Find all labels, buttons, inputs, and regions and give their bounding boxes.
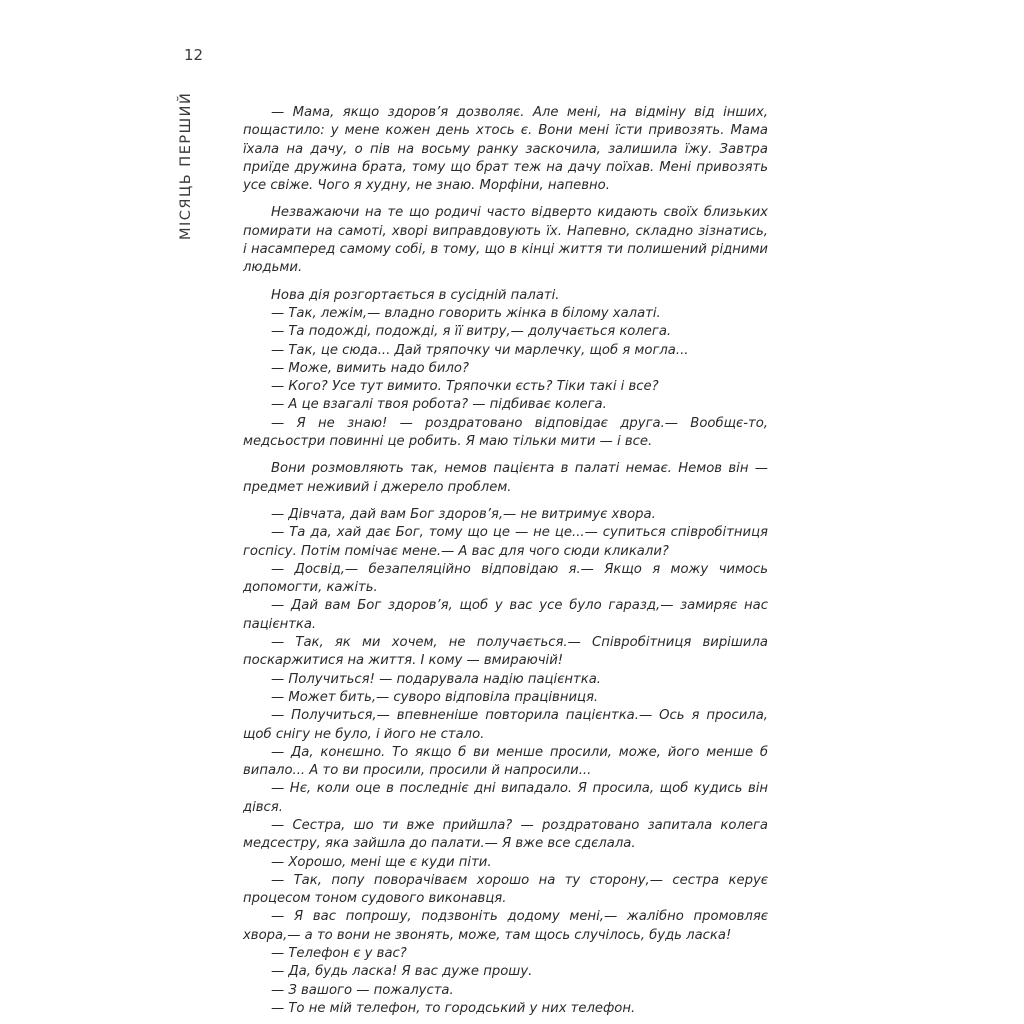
dialog-line: — Так, попу поворачіваєм хорошо на ту сторону,— сестра керує процесом тоном судового виконавця. — [243, 872, 768, 907]
dialog-line: — Може, вимить надо било? — [271, 360, 469, 376]
dialog-line: — Так, як ми хочем, не получається.— Співробітниця вирішила поскаржитися на життя. І кому — вмираючій! — [243, 635, 768, 669]
dialog-line: — Я не знаю! — роздратовано відповідає друга.— Вообщє-то, медсьостри повинні це робить. Я маю тільки мити — і все. — [243, 415, 768, 450]
dialog-line: — Досвід,— безапеляційно відповідаю я.— Якщо я можу чимось допомогти, кажіть. — [243, 561, 768, 596]
paragraph: — Мама, якщо здоров’я дозволяє. Але мені, на відміну від інших, пощастило: у мене кожен день хтось є. Вони мені їсти привозять. Мама їхала на дачу, о пів на восьму ранку заскочила, залишила їжу. Завтра приїде дружина брата, тому що брат теж на дачу поїхав. Мені привозять усе свіже. Чого я худну, не знаю. Морфіни, напевно. — [243, 105, 768, 194]
dialog-line: — Да, конєшно. То якщо б ви менше просили, може, його менше б випало... А то ви просили, просили й напросили... — [243, 744, 768, 779]
dialog-line: — Получиться! — подарувала надію пацієнтка. — [271, 671, 601, 687]
paragraph: Вони розмовляють так, немов пацієнта в палаті немає. Немов він — предмет неживий і джерело проблем. — [243, 461, 768, 495]
page-number: 12 — [184, 46, 204, 64]
dialog-line: — Телефон є у вас? — [271, 946, 407, 962]
dialog-line: — Та подожді, подожді, я її витру,— долучається колега. — [271, 324, 672, 340]
dialog-line: — Сестра, шо ти вже прийшла? — роздратовано запитала колега медсестру, яка зайшла до палати.— Я вже все сдєлала. — [243, 817, 768, 852]
dialog-line: — Нє, коли оце в последніє дні випадало. Я просила, щоб кудись він дівся. — [243, 781, 768, 815]
dialog-line: — Дівчата, дай вам Бог здоров’я,— не витримує хвора. — [271, 506, 656, 522]
dialog-line: — Получиться,— впевненіше повторила пацієнтка.— Ось я просила, щоб снігу не було, і його не стало. — [243, 708, 768, 742]
dialog-line: — З вашого — пожалуста. — [271, 982, 454, 998]
dialog-line: — То не мій телефон, то городський у них телефон. — [271, 1000, 636, 1016]
dialog-line: — А це взагалі твоя робота? — підбиває колега. — [271, 397, 607, 413]
dialog-line: Нова дія розгортається в сусідній палаті. — [271, 287, 560, 303]
dialog-line: — Так, це сюда... Дай тряпочку чи марлечку, щоб я могла... — [271, 342, 689, 358]
dialog-line: — Дай вам Бог здоров’я, щоб у вас усе було гаразд,— замиряє нас пацієнтка. — [243, 598, 768, 632]
dialog-line: — Кого? Усе тут вимито. Тряпочки єсть? Тіки такі і все? — [271, 379, 659, 395]
dialog-line: — Может бить,— суворо відповіла працівниця. — [271, 689, 599, 705]
running-head: МІСЯЦЬ ПЕРШИЙ — [178, 91, 194, 240]
dialog-line: — Да, будь ласка! Я вас дуже прошу. — [271, 964, 533, 980]
body-text — [243, 104, 768, 1018]
dialog-line: — Та да, хай дає Бог, тому що це — не це...— супиться співробітниця госпісу. Потім помічає мене.— А вас для чого сюди кликали? — [243, 525, 768, 559]
paragraph: Незважаючи на те що родичі часто відверто кидають своїх близьких помирати на самоті, хворі виправдовують їх. Напевно, складно зізнатись, і насамперед самому собі, в тому, що в кінці життя ти полишений рідними людьми. — [243, 205, 768, 276]
dialog-line: — Хорошо, мені ще є куди піти. — [271, 854, 492, 870]
dialog-line: — Так, лежім,— владно говорить жінка в білому халаті. — [271, 305, 661, 321]
dialog-line: — Я вас попрошу, подзвоніть додому мені,— жалібно промовляє хвора,— а то вони не звонять, може, там щось случілось, будь ласка! — [243, 909, 768, 943]
